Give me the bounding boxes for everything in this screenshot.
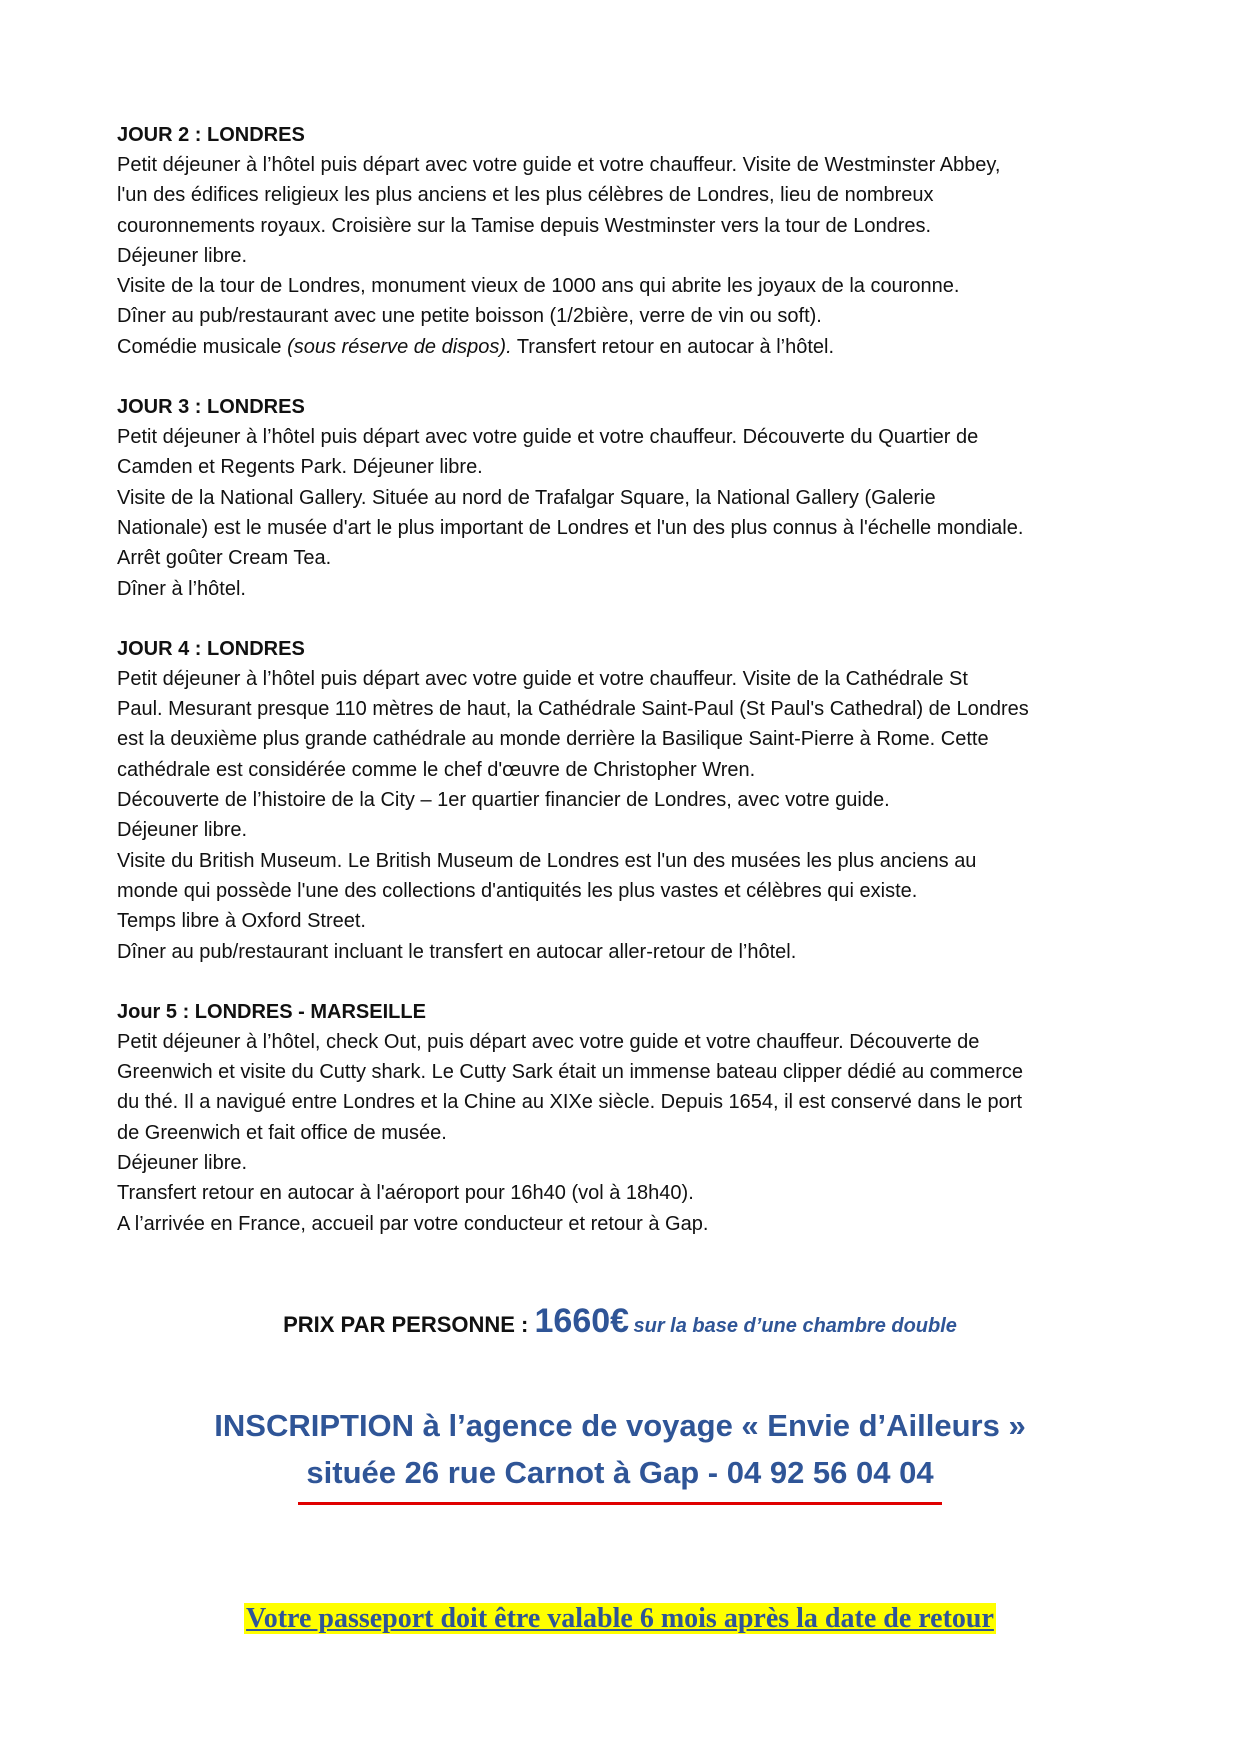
- day-2-last-line-end: Transfert retour en autocar à l’hôtel.: [511, 335, 835, 358]
- day-5-line: de Greenwich et fait office de musée.: [117, 1121, 447, 1144]
- day-3-line: Nationale) est le musée d'art le plus important de Londres et l'un des plus connus à l'échelle mondiale.: [117, 516, 1024, 539]
- day-5-line: Déjeuner libre.: [117, 1152, 248, 1175]
- day-4-line: Temps libre à Oxford Street.: [117, 910, 366, 933]
- day-4-line: monde qui possède l'une des collections d'antiquités les plus vastes et célèbres qui existe.: [117, 879, 918, 902]
- day-4-line: Dîner au pub/restaurant incluant le transfert en autocar aller-retour de l’hôtel.: [117, 940, 797, 963]
- day-3-line: Camden et Regents Park. Déjeuner libre.: [117, 456, 483, 479]
- day-2-last-line: [117, 332, 1130, 362]
- day-2-line: Visite de la tour de Londres, monument vieux de 1000 ans qui abrite les joyaux de la couronne.: [117, 275, 960, 298]
- passport-notice: [0, 1603, 1240, 1635]
- day-3-line: Dîner à l’hôtel.: [117, 577, 246, 600]
- day-2-title: JOUR 2 : LONDRES: [117, 124, 305, 146]
- day-3-title: JOUR 3 : LONDRES: [117, 396, 305, 419]
- day-5-line: Transfert retour en autocar à l'aéroport pour 16h40 (vol à 18h40).: [117, 1182, 694, 1205]
- day-5-line: Petit déjeuner à l’hôtel, check Out, puis départ avec votre guide et votre chauffeur. Découverte de: [117, 1030, 980, 1053]
- day-3-line: Visite de la National Gallery. Située au nord de Trafalgar Square, la National Gallery (Galerie: [117, 486, 936, 509]
- price-label: PRIX PAR PERSONNE :: [283, 1312, 535, 1337]
- day-5-line: du thé. Il a navigué entre Londres et la Chine au XIXe siècle. Depuis 1654, il est conservé dans le port: [117, 1091, 1022, 1114]
- day-4-line: est la deuxième plus grande cathédrale au monde derrière la Basilique Saint-Pierre à Rome. Cette: [117, 728, 989, 751]
- day-3-line: Arrêt goûter Cream Tea.: [117, 547, 332, 570]
- day-4-section: [117, 634, 1130, 967]
- day-4-line: Paul. Mesurant presque 110 mètres de haut, la Cathédrale Saint-Paul (St Paul's Cathedral) de Londres: [117, 698, 1029, 721]
- day-4-line: cathédrale est considérée comme le chef d'œuvre de Christopher Wren.: [117, 758, 756, 781]
- day-4-line: Visite du British Museum. Le British Museum de Londres est l'un des musées les plus anciens au: [117, 849, 977, 872]
- day-4-line: Petit déjeuner à l’hôtel puis départ avec votre guide et votre chauffeur. Visite de la Cathédrale St: [117, 667, 968, 690]
- day-3-line: Petit déjeuner à l’hôtel puis départ avec votre guide et votre chauffeur. Découverte du Quartier de: [117, 426, 979, 449]
- day-4-title: JOUR 4 : LONDRES: [117, 637, 305, 660]
- day-2-line: Dîner au pub/restaurant avec une petite boisson (1/2bière, verre de vin ou soft).: [117, 305, 822, 328]
- passport-notice-text: Votre passeport doit être valable 6 mois après la date de retour: [246, 1603, 994, 1634]
- day-2-line: l'un des édifices religieux les plus anciens et les plus célèbres de Londres, lieu de nombreux: [117, 184, 934, 207]
- day-5-line: A l’arrivée en France, accueil par votre conducteur et retour à Gap.: [117, 1212, 709, 1235]
- inscription-line-1: INSCRIPTION à l’agence de voyage « Envie d’Ailleurs »: [214, 1408, 1026, 1443]
- day-5-line: Greenwich et visite du Cutty shark. Le Cutty Sark était un immense bateau clipper dédié au commerce: [117, 1061, 1023, 1084]
- day-4-line: Découverte de l’histoire de la City – 1er quartier financier de Londres, avec votre guide.: [117, 789, 890, 812]
- day-2-line: Déjeuner libre.: [117, 244, 248, 267]
- day-2-section: [117, 120, 1130, 362]
- price-base-note: sur la base d’une chambre double: [633, 1315, 957, 1337]
- price-amount: 1660€: [534, 1302, 630, 1340]
- itinerary: [117, 120, 1130, 1269]
- day-4-line: Déjeuner libre.: [117, 819, 248, 842]
- day-2-last-line-start: Comédie musicale: [117, 335, 288, 358]
- price-per-person: [0, 1302, 1240, 1341]
- day-2-line: Petit déjeuner à l’hôtel puis départ avec votre guide et votre chauffeur. Visite de Westminster Abbey,: [117, 154, 1001, 176]
- inscription-block: [0, 1402, 1240, 1505]
- day-2-line: couronnements royaux. Croisière sur la Tamise depuis Westminster vers la tour de Londres.: [117, 214, 932, 237]
- inscription-line-2: située 26 rue Carnot à Gap - 04 92 56 04 04: [298, 1449, 941, 1505]
- day-2-last-line-italic: (sous réserve de dispos).: [287, 335, 512, 358]
- day-3-section: [117, 392, 1130, 604]
- day-5-section: [117, 997, 1130, 1239]
- day-5-title: Jour 5 : LONDRES - MARSEILLE: [117, 1000, 426, 1023]
